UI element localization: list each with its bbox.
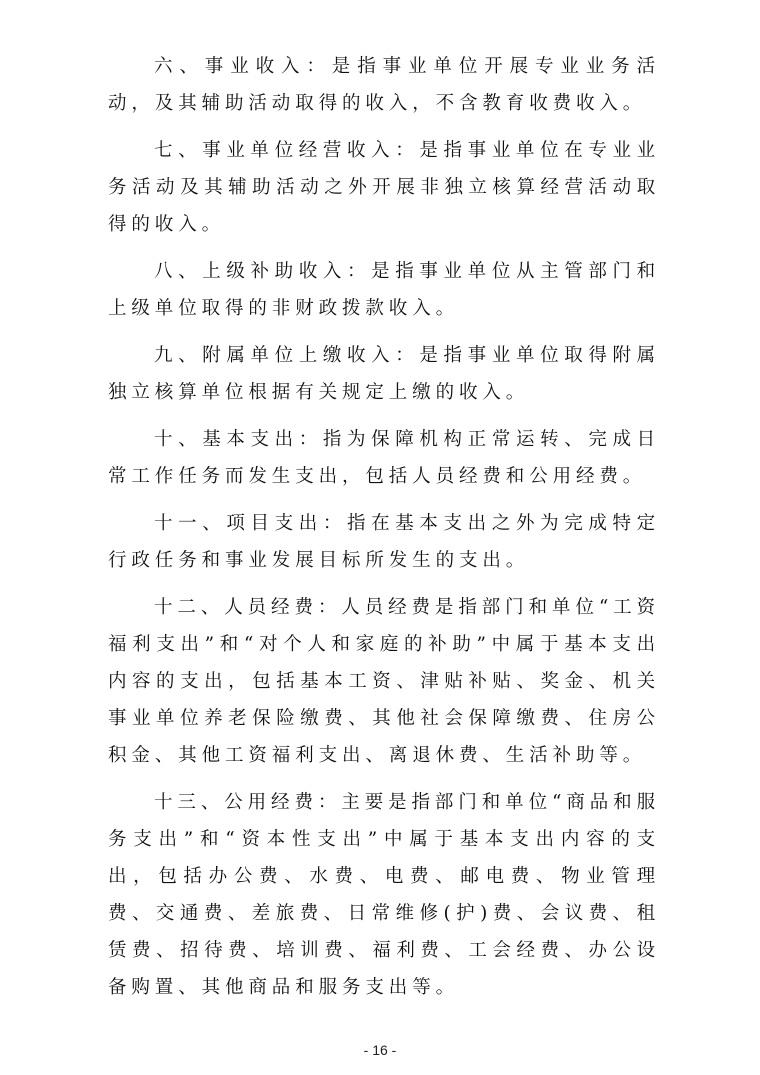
paragraph-personnel-expenses: 十二、人员经费：人员经费是指部门和单位“工资福利支出”和“对个人和家庭的补助”中属于基本支出内容的支出，包括基本工资、津贴补贴、奖金、机关事业单位养老保险缴费、其他社会保障缴费、住房公积金、其他工资福利支出、离退休费、生活补助等。 — [108, 597, 660, 766]
paragraph-public-expenses: 十三、公用经费：主要是指部门和单位“商品和服务支出”和“资本性支出”中属于基本支出内容的支出，包括办公费、水费、电费、邮电费、物业管理费、交通费、差旅费、日常维修(护)费、会议费、租赁费、招待费、培训费、福利费、工会经费、办公设备购置、其他商品和服务支出等。 — [108, 792, 660, 998]
paragraph-superior-subsidy: 八、上级补助收入：是指事业单位从主管部门和上级单位取得的非财政拨款收入。 — [108, 261, 660, 319]
paragraph-project-expenditure: 十一、项目支出：指在基本支出之外为完成特定行政任务和事业发展目标所发生的支出。 — [108, 513, 660, 571]
document-body — [108, 48, 660, 1016]
paragraph-basic-expenditure: 十、基本支出：指为保障机构正常运转、完成日常工作任务而发生支出，包括人员经费和公用经费。 — [108, 429, 660, 487]
paragraph-business-income: 六、事业收入：是指事业单位开展专业业务活动，及其辅助活动取得的收入，不含教育收费收入。 — [108, 56, 660, 114]
paragraph-affiliated-remittance: 九、附属单位上缴收入：是指事业单位取得附属独立核算单位根据有关规定上缴的收入。 — [108, 345, 660, 403]
page-number: - 16 - — [363, 1042, 397, 1058]
paragraph-operating-income: 七、事业单位经营收入：是指事业单位在专业业务活动及其辅助活动之外开展非独立核算经营活动取得的收入。 — [108, 140, 660, 235]
